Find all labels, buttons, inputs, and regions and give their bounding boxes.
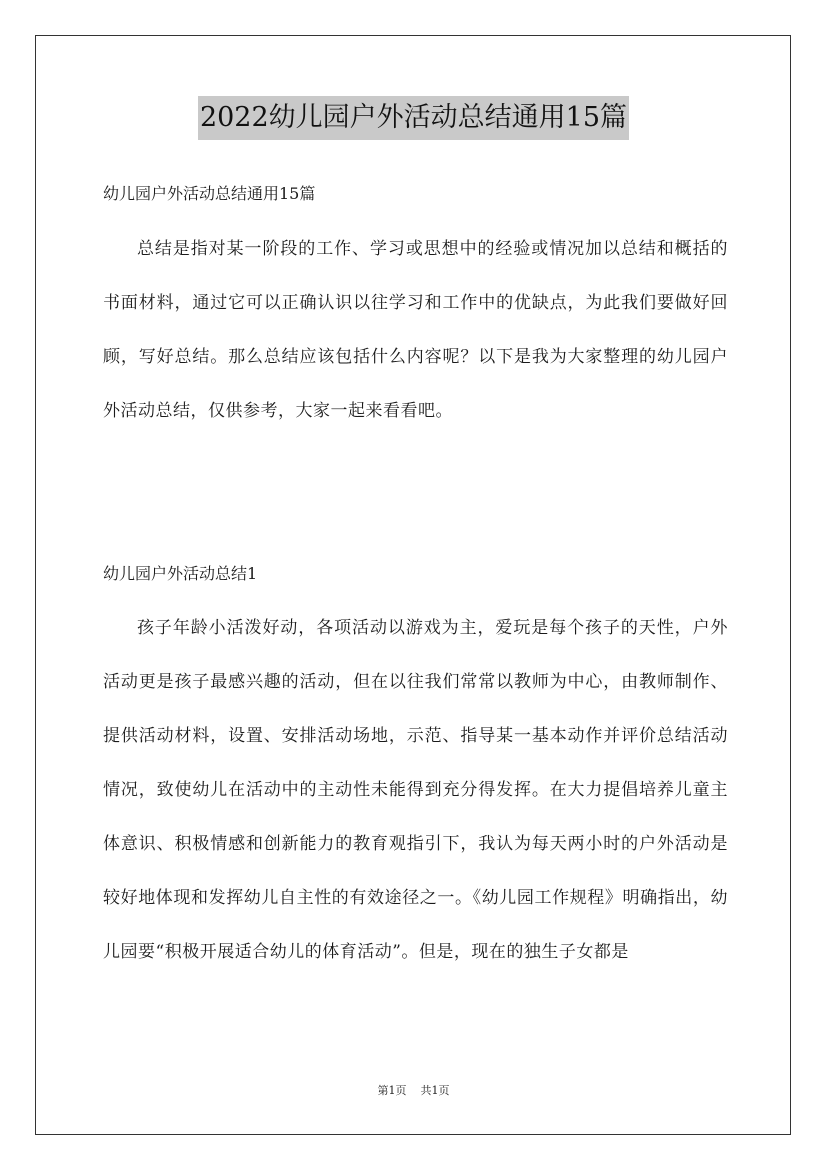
page-footer xyxy=(0,1083,827,1099)
title-container xyxy=(0,96,827,140)
page-number: 第1页 xyxy=(377,1084,407,1097)
page-total: 共1页 xyxy=(420,1084,450,1097)
document-subtitle: 幼儿园户外活动总结通用15篇 xyxy=(103,184,316,203)
section-1-paragraph: 孩子年龄小活泼好动，各项活动以游戏为主，爱玩是每个孩子的天性，户外活动更是孩子最感兴趣的活动，但在以往我们常常以教师为中心，由教师制作、提供活动材料，设置、安排活动场地，示范、指导某一基本动作并评价总结活动情况，致使幼儿在活动中的主动性未能得到充分得发挥。在大力提倡培养儿童主体意识、积极情感和创新能力的教育观指引下，我认为每天两小时的户外活动是较好地体现和发挥幼儿自主性的有效途径之一。《幼儿园工作规程》明确指出，幼儿园要“积极开展适合幼儿的体育活动”。但是，现在的独生子女都是 xyxy=(103,618,728,962)
section-heading-1: 幼儿园户外活动总结1 xyxy=(103,564,258,583)
document-title: 2022幼儿园户外活动总结通用15篇 xyxy=(198,96,629,140)
intro-paragraph: 总结是指对某一阶段的工作、学习或思想中的经验或情况加以总结和概括的书面材料，通过它可以正确认识以往学习和工作中的优缺点，为此我们要做好回顾，写好总结。那么总结应该包括什么内容呢？以下是我为大家整理的幼儿园户外活动总结，仅供参考，大家一起来看看吧。 xyxy=(103,239,728,421)
